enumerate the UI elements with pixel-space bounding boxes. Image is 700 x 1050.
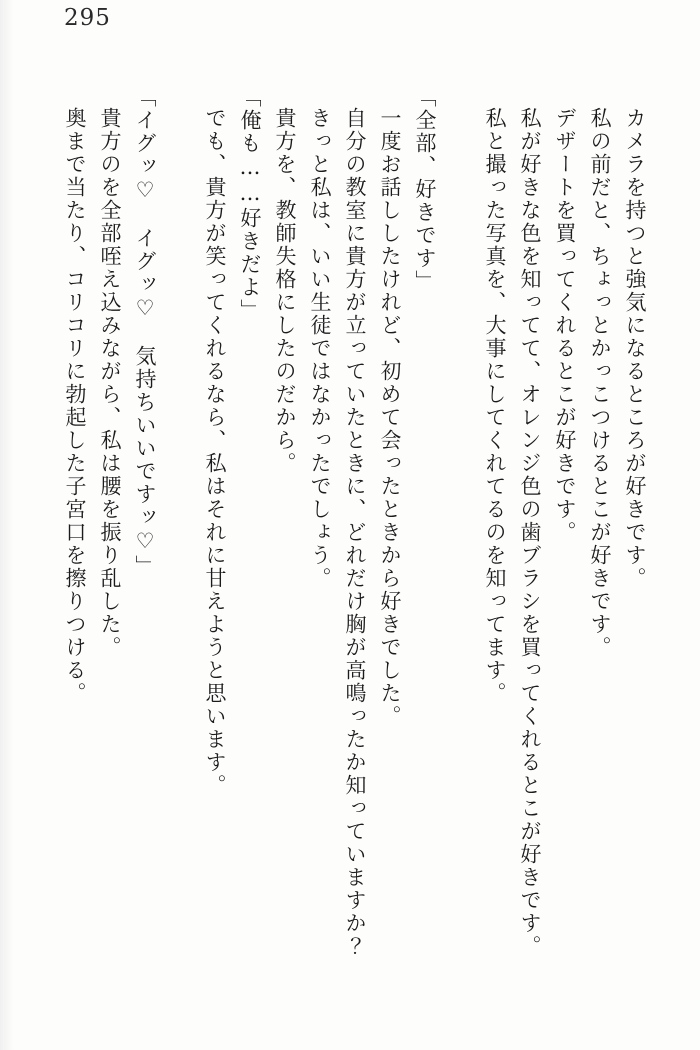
narration-paragraph: 私が好きな色を知ってて、オレンジ色の歯ブラシを買ってくれるとこが好きです。 <box>518 107 542 958</box>
narration-paragraph: 奥まで当たり、コリコリに勃起した子宮口を擦りつける。 <box>63 107 87 705</box>
narration-paragraph: でも、貴方が笑ってくれるなら、私はそれに甘えようと思います。 <box>203 107 227 797</box>
narration-paragraph: 私と撮った写真を、大事にしてくれてるのを知ってます。 <box>483 107 507 705</box>
narration-paragraph: デザートを買ってくれるとこが好きです。 <box>553 107 577 544</box>
vertical-text-body <box>57 86 652 1001</box>
narration-paragraph: カメラを持つと強気になるところが好きです。 <box>623 107 647 590</box>
narration-paragraph: 貴方のを全部咥え込みながら、私は腰を振り乱した。 <box>98 107 122 659</box>
dialogue-paragraph: 「全部、好きです」 <box>413 86 437 293</box>
narration-paragraph: きっと私は、いい生徒ではなかったでしょう。 <box>308 107 332 590</box>
dialogue-paragraph: 「イグッ♡ イグッ♡ 気持ちいいですッ♡」 <box>133 86 157 578</box>
blank-line <box>442 86 477 1001</box>
narration-paragraph: 私の前だと、ちょっとかっこつけるとこが好きです。 <box>588 107 612 659</box>
narration-paragraph: 自分の教室に貴方が立っていたときに、どれだけ胸が高鳴ったか知っていますか？ <box>343 107 367 958</box>
dialogue-paragraph: 「俺も……好きだよ」 <box>238 86 262 322</box>
narration-paragraph: 貴方を、教師失格にしたのだから。 <box>273 107 297 475</box>
page-number: 295 <box>64 5 111 31</box>
blank-line <box>162 86 197 1001</box>
narration-paragraph: 一度お話ししたけれど、初めて会ったときから好きでした。 <box>378 107 402 728</box>
